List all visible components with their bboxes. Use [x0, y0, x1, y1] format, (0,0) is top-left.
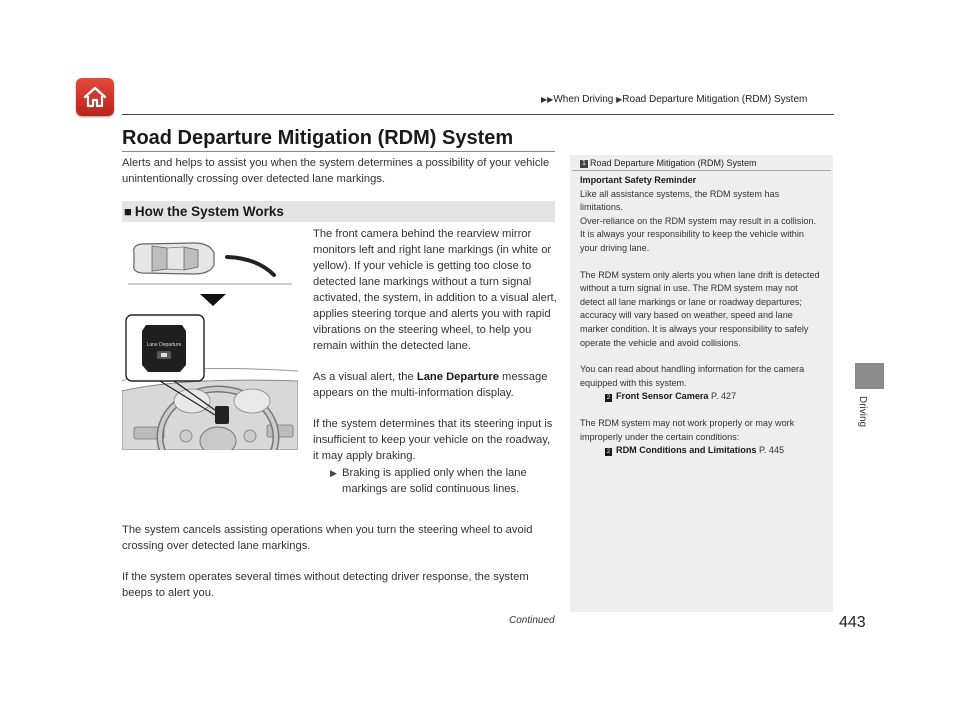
down-arrow-icon	[200, 294, 226, 306]
main-body-text	[313, 226, 558, 497]
section-header	[122, 201, 555, 222]
sidebar-heading: 1 Road Departure Mitigation (RDM) System	[572, 155, 831, 171]
square-bullet-icon: ■	[124, 204, 132, 219]
header-divider	[122, 114, 834, 115]
reference-arrow-icon: 2	[606, 395, 611, 402]
triangle-right-icon: ▶▶	[541, 95, 554, 104]
sidebar-camera: You can read about handling information for the camera equipped with this system. 2 Front Sensor Camera P. 427	[580, 364, 805, 402]
car-top-view-icon	[134, 243, 214, 274]
reference-arrow-icon: 2	[606, 449, 611, 456]
page-number: 443	[839, 614, 866, 631]
reminder-title: Important Safety Reminder	[580, 175, 697, 185]
paragraph-braking: If the system determines that its steering input is insufficient to keep your vehicle on the roadway, it may apply braking.	[313, 418, 553, 462]
triangle-right-icon: ▶	[330, 468, 337, 478]
section-title: How the System Works	[134, 204, 284, 219]
note-marker-icon: 1	[580, 160, 588, 168]
paragraph-cancel: The system cancels assisting operations when you turn the steering wheel to avoid crossing over detected lane markings.	[122, 524, 533, 552]
home-button[interactable]	[76, 78, 114, 116]
continued-label: Continued	[509, 615, 555, 626]
sidebar-notes	[570, 155, 833, 612]
rdm-illustration	[122, 231, 298, 450]
breadcrumb-item-when-driving[interactable]: When Driving	[553, 94, 614, 105]
triangle-right-icon: ▶	[616, 95, 623, 104]
safety-reminder: Important Safety Reminder Like all assistance systems, the RDM system has limitations. Over-reliance on the RDM system may result in a collision. It is always your responsibility to keep the vehicle within your driving lane.	[580, 175, 817, 253]
breadcrumb-item-rdm[interactable]: Road Departure Mitigation (RDM) System	[622, 94, 808, 105]
bottom-body-text	[122, 522, 562, 616]
ref-front-sensor-camera[interactable]: 2 Front Sensor Camera P. 427	[606, 391, 737, 402]
page-title: Road Departure Mitigation (RDM) System	[122, 127, 514, 149]
breadcrumb	[541, 94, 807, 105]
paragraph-beeps: If the system operates several times without detecting driver response, the system beeps to alert you.	[122, 571, 529, 599]
chapter-label: Driving	[857, 396, 868, 428]
drift-path	[227, 257, 274, 275]
paragraph-camera: The front camera behind the rearview mirror monitors left and right lane markings (in white or yellow). If your vehicle is getting too close to detected lane markings without a turn signal activated, the system, in addition to a visual alert, applies steering torque and alerts you with rapid vibrations on the steering wheel, to help you remain within the detected lane.	[313, 228, 557, 352]
lane-departure-display-text: Lane Departure	[146, 342, 182, 348]
home-icon	[82, 85, 108, 109]
title-divider	[122, 151, 555, 152]
chapter-tab[interactable]	[855, 363, 884, 389]
sidebar-conditions: The RDM system may not work properly or may work improperly under the certain conditions: 2 RDM Conditions and Limitations P. 445	[580, 417, 795, 456]
lane-departure-label: Lane Departure	[416, 371, 499, 383]
intro-paragraph: Alerts and helps to assist you when the system determines a possibility of your vehicle unintentionally crossing over detected lane markings.	[122, 157, 550, 185]
braking-note: ▶ Braking is applied only when the lane markings are solid continuous lines.	[330, 467, 527, 495]
sidebar-alerts: The RDM system only alerts you when lane drift is detected without a turn signal in use. The RDM system may not detect all lane markings or lane or roadway departures; accuracy will vary based on weather, speed and lane marker condition. It is always your responsibility to safely operate the vehicle and avoid collisions.	[580, 269, 820, 348]
paragraph-visual-alert: As a visual alert, the Lane Departure message appears on the multi-information display.	[313, 371, 548, 399]
ref-rdm-conditions[interactable]: 2 RDM Conditions and Limitations P. 445	[606, 445, 785, 456]
